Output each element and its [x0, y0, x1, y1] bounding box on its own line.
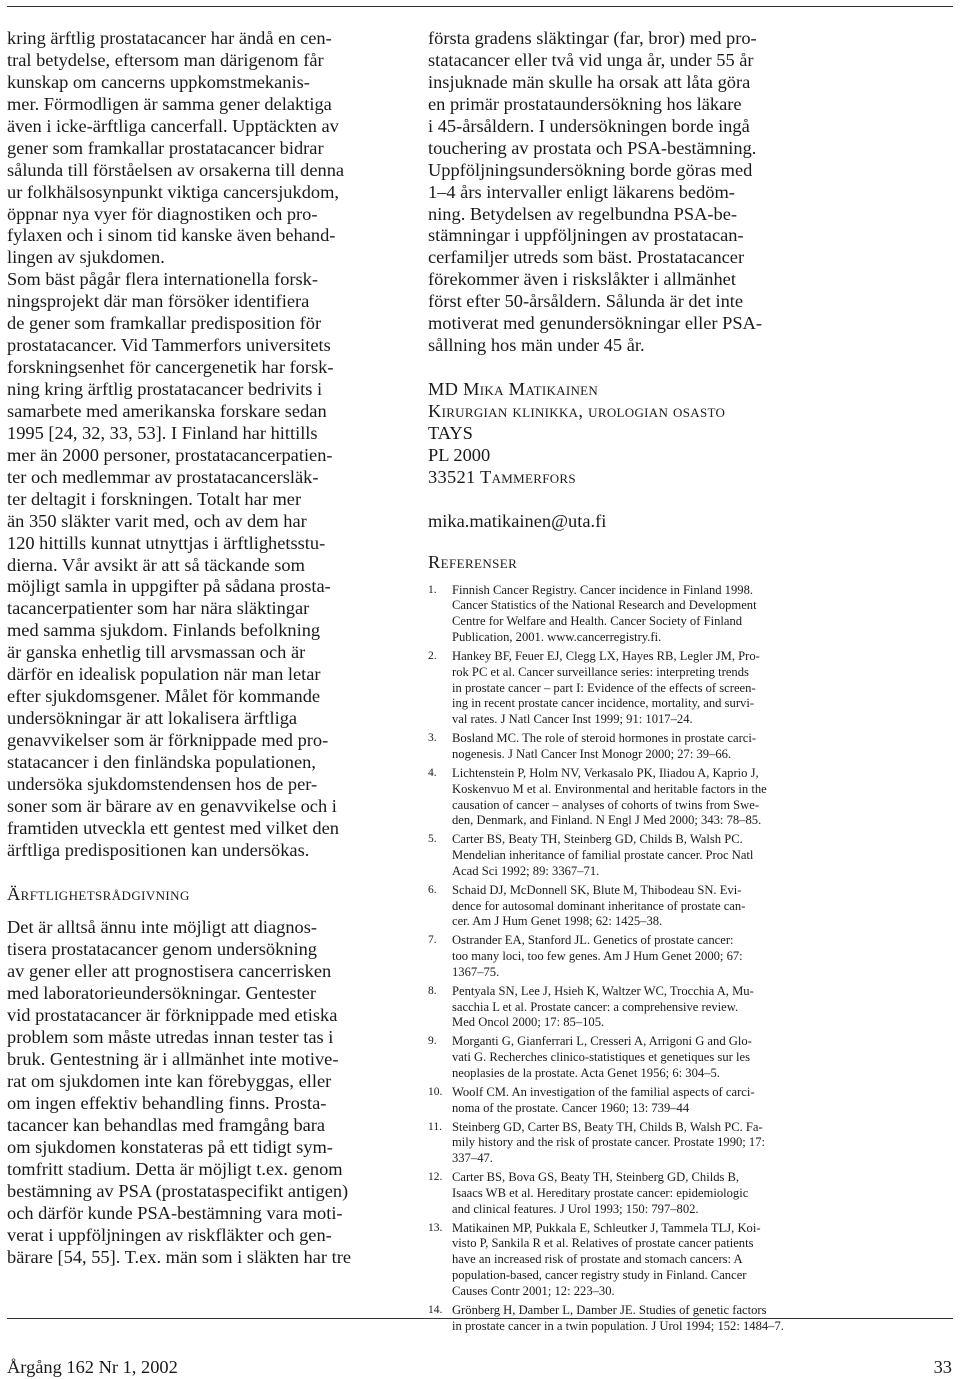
text-line: Som bäst pågår flera internationella forsk- [7, 269, 318, 290]
reference-item [428, 1085, 828, 1117]
text-line: med samma sjukdom. Finlands befolkning [7, 620, 321, 641]
reference-item [428, 583, 828, 646]
text-line: ur folkhälsosynpunkt viktiga cancersjukdom, [7, 181, 339, 202]
reference-item [428, 984, 828, 1032]
text-line: insjuknade män skulle ha orsak att låta göra [428, 71, 751, 92]
reference-text: 337–47. [452, 1151, 493, 1166]
text-line: gener som framkallar prostatacancer bidrar [7, 137, 324, 158]
reference-number: 4. [428, 766, 437, 779]
reference-text: Carter BS, Bova GS, Beaty TH, Steinberg GD, Childs B, [452, 1170, 740, 1185]
text-line: öppnar nya vyer för diagnostiken och pro- [7, 203, 318, 224]
paragraph [7, 269, 395, 861]
text-line: statacancer i den finländska populationen, [7, 751, 316, 772]
text-line: forskningsenhet för cancergenetik har forsk- [7, 357, 334, 378]
text-line: dierna. Vår avsikt är att så täckande som [7, 554, 305, 575]
text-line: Det är alltså ännu inte möjligt att diagnos- [7, 917, 318, 938]
reference-text: Hankey BF, Feuer EJ, Clegg LX, Hayes RB, Legler JM, Pro- [452, 648, 760, 663]
reference-item [428, 933, 828, 981]
reference-text: Bosland MC. The role of steroid hormones in prostate carci- [452, 731, 757, 746]
reference-text: neoplasies de la prostate. Acta Genet 1956; 6: 304–5. [452, 1066, 720, 1080]
reference-item [428, 766, 828, 829]
text-line: även i icke-ärftliga cancerfall. Upptäckten av [7, 115, 339, 136]
text-line: efter sjukdomsgener. Målet för kommande [7, 686, 321, 707]
references-heading: Referenser [428, 551, 518, 572]
reference-text: dence for autosomal dominant inheritance of prostate can- [452, 898, 746, 913]
reference-text: Ostrander EA, Stanford JL. Genetics of prostate cancer: [452, 933, 734, 948]
text-line: än 350 släkter varit med, och av dem har [7, 510, 307, 531]
reference-text: Cancer Statistics of the National Research and Development [452, 598, 757, 613]
text-line: kring ärftlig prostatacancer har ändå en cen- [7, 28, 332, 48]
reference-number: 2. [428, 649, 437, 662]
paragraph [7, 28, 395, 269]
text-line: framtiden utveckla ett gentest med vilket den [7, 817, 339, 838]
text-line: 120 hittills kunnat utnyttjas i ärftlighetsstu- [7, 532, 326, 553]
text-line: stämningar i uppföljningen av prostatacan- [428, 225, 744, 246]
reference-text: Centre for Welfare and Health. Cancer Society of Finland [452, 614, 743, 629]
text-line: bestämning av PSA (prostataspecifikt antigen) [7, 1180, 349, 1201]
right-column [428, 28, 828, 1338]
text-line: Uppföljningsundersökning borde göras med [428, 159, 753, 180]
reference-text: cer. Am J Hum Genet 1998; 62: 1425–38. [452, 914, 663, 929]
author-name: MD Mika Matikainen [428, 378, 599, 399]
reference-text: Isaacs WB et al. Hereditary prostate cancer: epidemiologic [452, 1185, 749, 1200]
text-line: förekommer även i riskslåkter i allmänhet [428, 269, 736, 290]
text-line: ter och medlemmar av prostatacancersläk- [7, 466, 319, 487]
text-line: de gener som framkallar predisposition för [7, 313, 322, 334]
reference-text: Pentyala SN, Lee J, Hsieh K, Waltzer WC, Trocchia A, Mu- [452, 983, 754, 998]
text-line: om ingen effektiv behandling finns. Prosta- [7, 1092, 327, 1113]
left-column [7, 28, 395, 1268]
top-rule [7, 6, 953, 7]
text-line: och därför kunde PSA-bestämning vara moti- [7, 1202, 343, 1223]
text-line: vid prostatacancer är förknippade med etiska [7, 1005, 338, 1026]
author-hospital: TAYS [428, 422, 473, 443]
text-line: mer än 2000 personer, prostatacancerpatien- [7, 444, 333, 465]
reference-number: 12. [428, 1171, 443, 1184]
reference-text: Grönberg H, Damber L, Damber JE. Studies of genetic factors [452, 1302, 767, 1317]
reference-text: noma of the prostate. Cancer 1960; 13: 739–44 [452, 1100, 690, 1115]
text-line: lingen av sjukdomen. [7, 247, 165, 268]
text-line: prostatacancer. Vid Tammerfors universitets [7, 335, 331, 356]
text-line: ning. Betydelsen av regelbundna PSA-be- [428, 203, 737, 224]
author-block [428, 379, 828, 533]
text-line: i 45-årsåldern. I undersökningen borde ingå [428, 115, 750, 136]
reference-text: causation of cancer – analyses of cohorts of twins from Swe- [452, 797, 760, 812]
text-line: tral betydelse, eftersom man därigenom får [7, 49, 324, 70]
text-line: med laboratorieundersökningar. Gentester [7, 983, 316, 1004]
reference-text: Mendelian inheritance of familial prostate cancer. Proc Natl [452, 848, 754, 863]
reference-text: Matikainen MP, Pukkala E, Schleutker J, Tammela TLJ, Koi- [452, 1220, 761, 1235]
reference-item [428, 731, 828, 763]
author-clinic: Kirurgian klinikka, urologian osasto [428, 400, 726, 421]
text-line: soner som är bärare av en genavvikelse och i [7, 795, 337, 816]
reference-item [428, 1221, 828, 1300]
reference-number: 7. [428, 934, 437, 947]
reference-text: den, Denmark, and Finland. N Engl J Med 2000; 343: 78–85. [452, 813, 762, 828]
reference-text: too many loci, too few genes. Am J Hum Genet 2000; 67: [452, 949, 743, 964]
author-email: mika.matikainen@uta.fi [428, 510, 607, 531]
reference-text: have an increased risk of prostate and stomach cancers: A [452, 1252, 743, 1267]
text-line: möjligt samla in uppgifter på sådana prosta- [7, 576, 331, 597]
reference-text: Steinberg GD, Carter BS, Beaty TH, Childs B, Walsh PC. Fa- [452, 1119, 763, 1134]
reference-number: 14. [428, 1303, 443, 1316]
reference-text: visto P, Sankila R et al. Relatives of prostate cancer patients [452, 1236, 754, 1251]
text-line: tisera prostatacancer genom undersökning [7, 939, 317, 960]
reference-item [428, 883, 828, 931]
reference-text: and clinical features. J Urol 1993; 150: 797–802. [452, 1201, 699, 1216]
reference-number: 11. [428, 1120, 442, 1133]
text-line: ning kring ärftlig prostatacancer bedrivits i [7, 379, 323, 399]
text-line: ningsprojekt där man försöker identifiera [7, 291, 310, 312]
text-line: touchering av prostata och PSA-bestämning. [428, 137, 757, 158]
text-line: av gener eller att prognostisera cancerrisken [7, 961, 332, 982]
text-line: statacancer eller två vid unga år, under 55 år [428, 49, 754, 70]
footer-rule [7, 1318, 953, 1319]
text-line: cerfamiljer utreds som bäst. Prostatacancer [428, 247, 745, 268]
text-line: tacancer kan behandlas med framgång bara [7, 1114, 326, 1135]
paragraph [7, 917, 395, 1268]
reference-text: val rates. J Natl Cancer Inst 1999; 91: 1017–24. [452, 712, 693, 727]
reference-text: Finnish Cancer Registry. Cancer incidence in Finland 1998. [452, 582, 754, 597]
reference-text: ing in recent prostate cancer incidence, mortality, and survi- [452, 696, 755, 711]
reference-text: in prostate cancer in a twin population. J Urol 1994; 152: 1484–7. [452, 1318, 784, 1333]
reference-text: Woolf CM. An investigation of the familial aspects of carci- [452, 1084, 755, 1099]
reference-text: in prostate cancer – part I: Evidence of the effects of screen- [452, 680, 756, 695]
reference-text: Acad Sci 1992; 89: 3367–71. [452, 863, 600, 878]
reference-text: Koskenvuo M et al. Environmental and heritable factors in the [452, 781, 767, 796]
text-line: ter deltagit i forskningen. Totalt har mer [7, 488, 302, 509]
text-line: är ganska enhetlig till arvsmassan och är [7, 642, 306, 663]
reference-number: 13. [428, 1221, 443, 1234]
reference-text: vati G. Recherches clinico-statistiques et genetiques sur les [452, 1050, 750, 1065]
text-line: först efter 50-årsåldern. Sålunda är det inte [428, 291, 744, 312]
reference-text: Morganti G, Gianferrari L, Cresseri A, Arrigoni G and Glo- [452, 1034, 752, 1049]
reference-number: 5. [428, 833, 437, 846]
issue-info: Årgång 162 Nr 1, 2002 [7, 1357, 178, 1377]
reference-number: 9. [428, 1035, 437, 1048]
text-line: första gradens släktingar (far, bror) med pro- [428, 28, 757, 48]
text-line: rat om sjukdomen inte kan förebyggas, eller [7, 1071, 332, 1092]
reference-number: 8. [428, 984, 437, 997]
text-line: därför en idealisk population när man letar [7, 664, 321, 685]
reference-text: Causes Contr 2001; 12: 223–30. [452, 1283, 615, 1298]
text-line: en primär prostataundersökning hos läkare [428, 93, 742, 114]
reference-text: nogenesis. J Natl Cancer Inst Monogr 2000; 27: 39–66. [452, 746, 732, 761]
author-box: PL 2000 [428, 444, 491, 465]
reference-number: 1. [428, 583, 437, 596]
text-line: 1–4 års intervaller enligt läkarens bedöm- [428, 181, 735, 202]
text-line: tacancerpatienter som har nära släktingar [7, 598, 310, 619]
text-line: genavvikelser som är förknippade med pro- [7, 730, 329, 750]
text-line: sållning hos män under 45 år. [428, 335, 645, 356]
text-line: 1995 [24, 32, 33, 53]. I Finland har hittills [7, 422, 318, 443]
author-city: 33521 Tammerfors [428, 466, 576, 487]
text-line: kunskap om cancerns uppkomstmekanis- [7, 71, 310, 92]
reference-text: Publication, 2001. www.cancerregistry.fi. [452, 630, 662, 645]
reference-text: Schaid DJ, McDonnell SK, Blute M, Thibodeau SN. Evi- [452, 882, 742, 897]
reference-text: Med Oncol 2000; 17: 85–105. [452, 1015, 605, 1030]
text-line: verat i uppföljningen av riskfläkter och gen- [7, 1224, 332, 1245]
section-heading: Ärftlighetsrådgivning [7, 883, 190, 904]
reference-item [428, 649, 828, 728]
reference-text: population-based, cancer registry study in Finland. Cancer [452, 1268, 747, 1283]
text-line: samarbete med amerikanska forskare sedan [7, 400, 327, 421]
paragraph [428, 28, 828, 357]
text-line: ärftliga predispositionen kan undersökas. [7, 839, 310, 860]
text-line: motiverat med genundersökningar eller PSA- [428, 313, 763, 334]
reference-number: 6. [428, 883, 437, 896]
reference-item [428, 1120, 828, 1168]
reference-text: 1367–75. [452, 964, 500, 979]
text-line: om sjukdomen konstateras på ett tidigt sym- [7, 1136, 333, 1157]
reference-item [428, 1170, 828, 1218]
text-line: fylaxen och i sinom tid kanske även behand- [7, 225, 336, 246]
reference-text: Carter BS, Beaty TH, Steinberg GD, Childs B, Walsh PC. [452, 832, 743, 847]
text-line: undersöka sjukdomstendensen hos de per- [7, 773, 318, 794]
text-line: mer. Förmodligen är samma gener delaktiga [7, 93, 332, 114]
text-line: problem som måste utredas innan tester tas i [7, 1027, 334, 1048]
page-number: 33 [933, 1357, 952, 1377]
reference-item [428, 832, 828, 880]
reference-text: mily history and the risk of prostate cancer. Prostate 1990; 17: [452, 1135, 766, 1150]
text-line: bärare [54, 55]. T.ex. män som i släkten har tre [7, 1246, 352, 1267]
reference-text: rok PC et al. Cancer surveillance series: interpreting trends [452, 664, 749, 679]
reference-text: Lichtenstein P, Holm NV, Verkasalo PK, Iliadou A, Kaprio J, [452, 765, 759, 780]
reference-number: 3. [428, 732, 437, 745]
reference-list [428, 583, 828, 1335]
reference-text: sacchia L et al. Prostate cancer: a comprehensive review. [452, 999, 739, 1014]
text-line: undersökningar är att lokalisera ärftliga [7, 708, 298, 729]
text-line: bruk. Gentestning är i allmänhet inte motive- [7, 1049, 339, 1070]
reference-item [428, 1034, 828, 1082]
text-line: tomfritt stadium. Detta är möjligt t.ex. genom [7, 1158, 343, 1179]
text-line: sålunda till förståelsen av orsakerna till denna [7, 159, 345, 180]
reference-number: 10. [428, 1085, 443, 1098]
